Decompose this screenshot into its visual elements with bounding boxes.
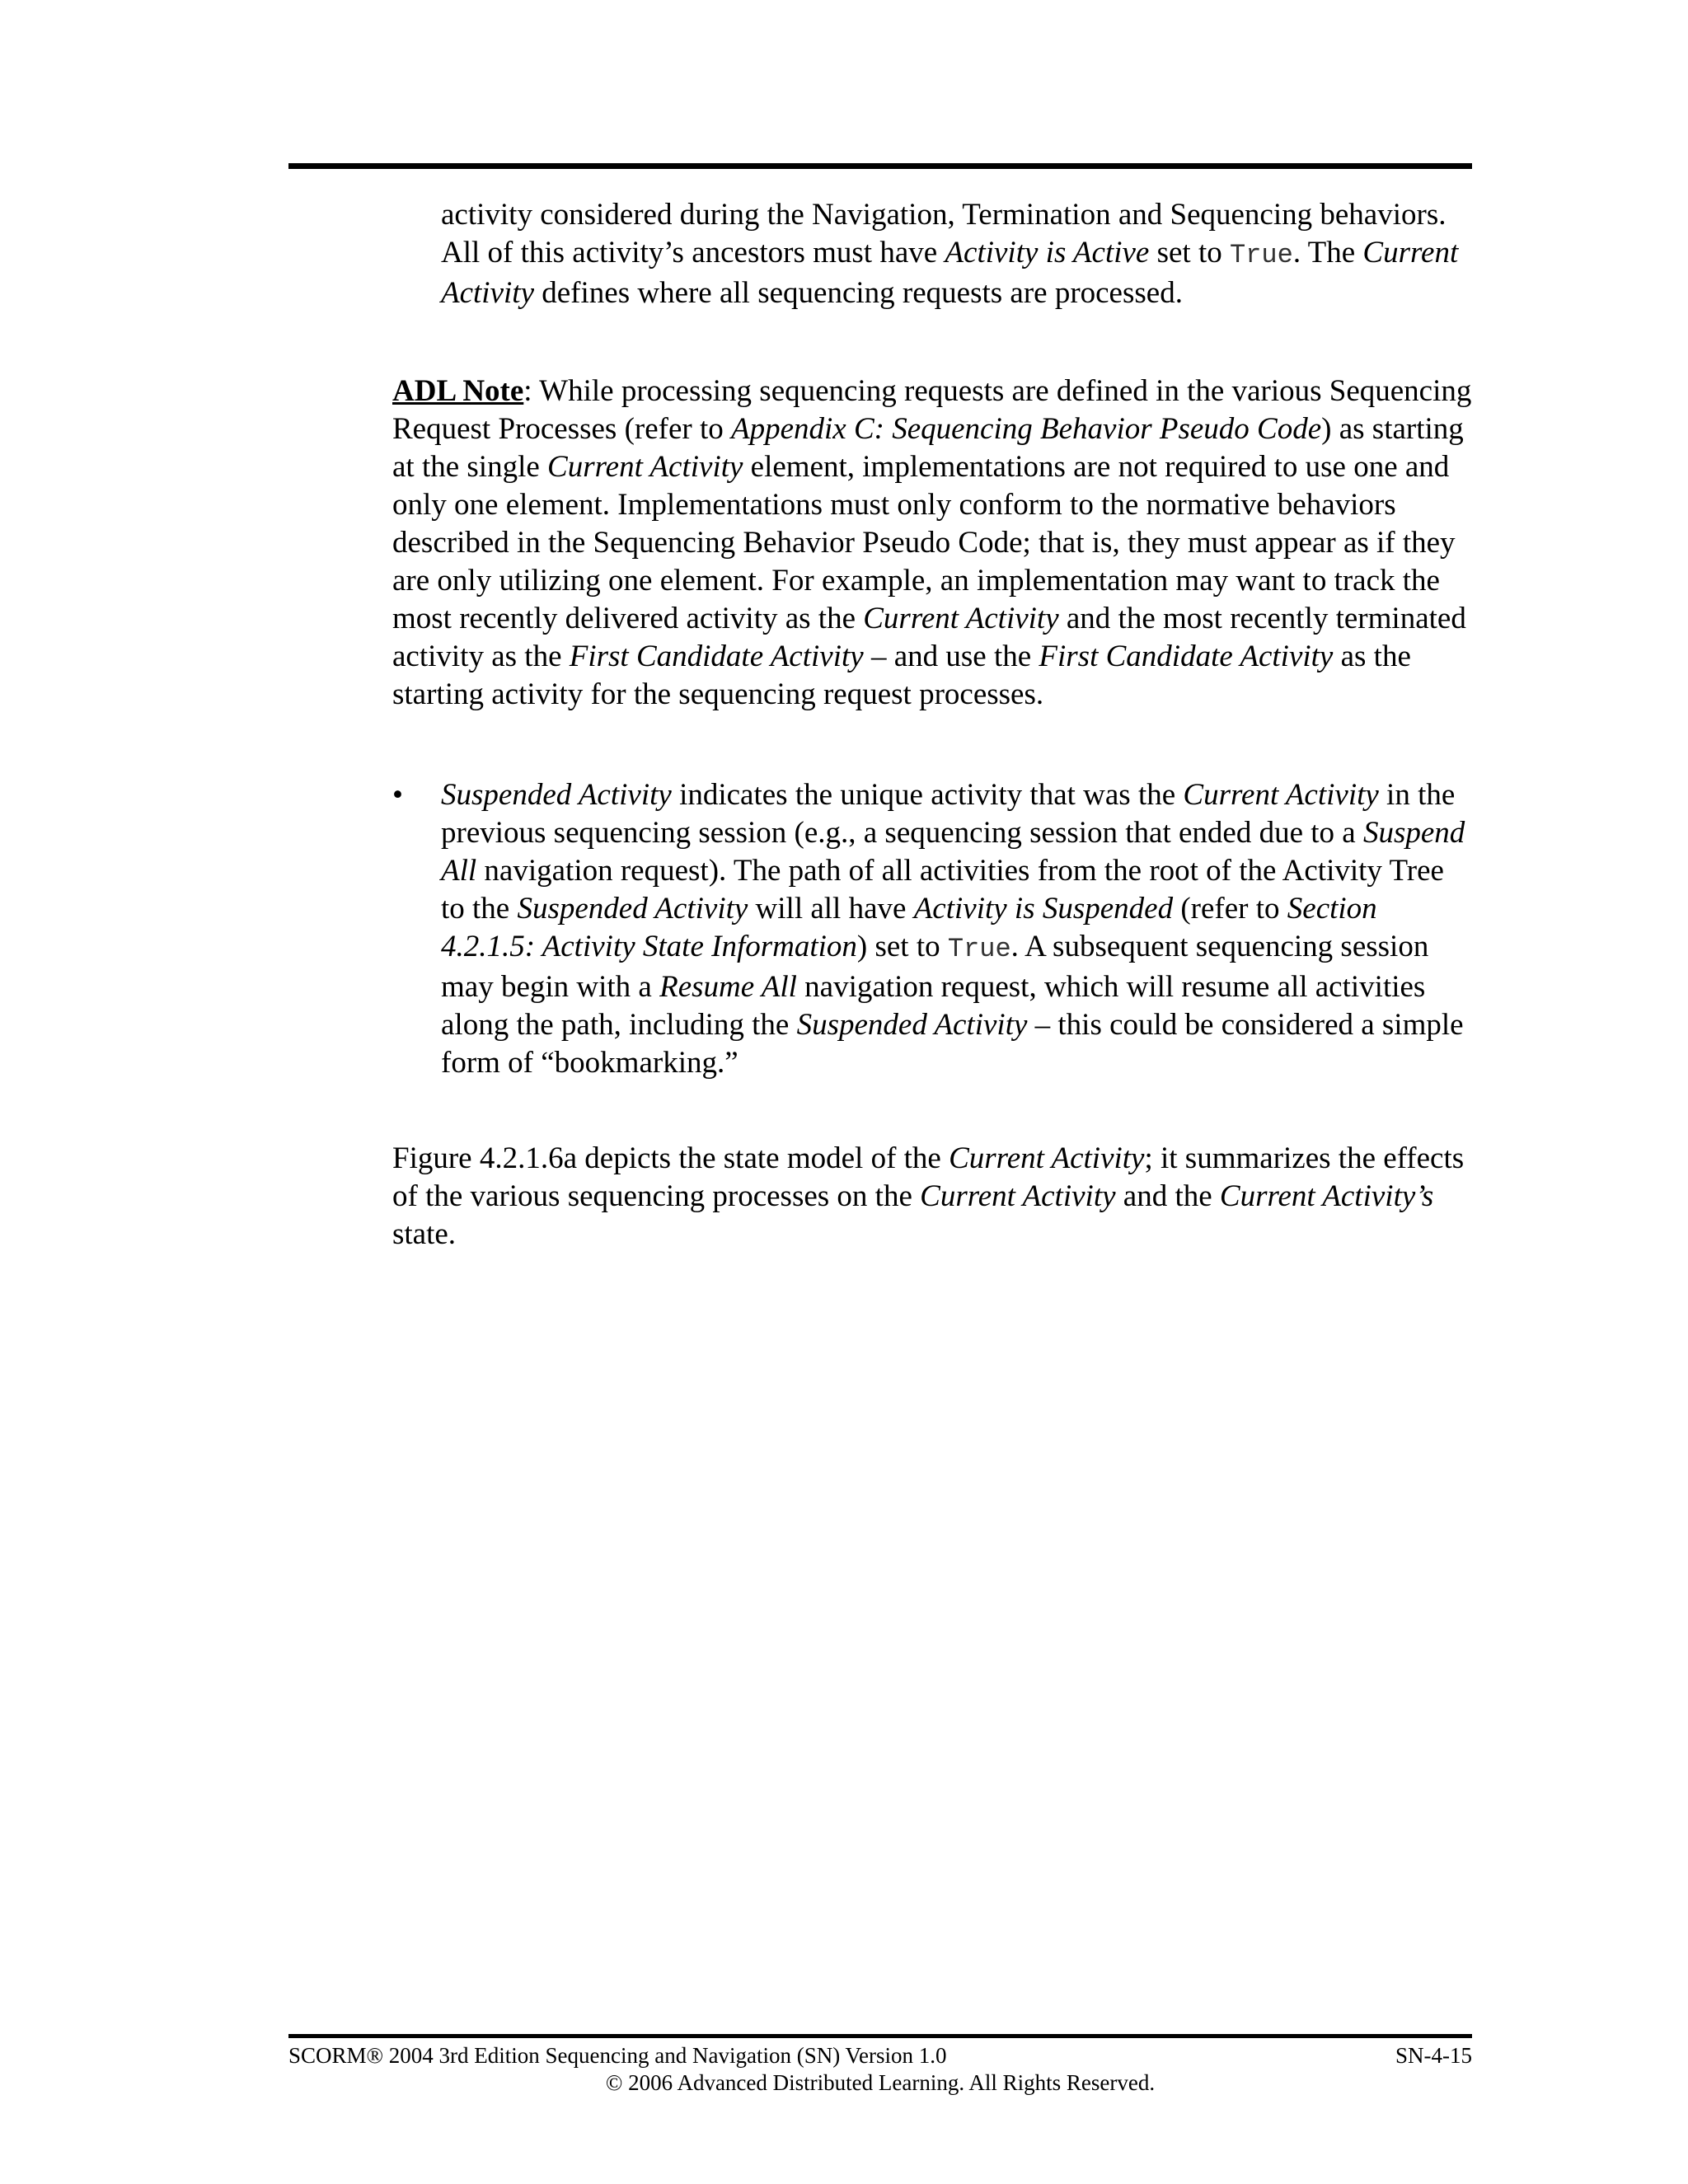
term-suspended-activity: Suspended Activity xyxy=(517,892,748,926)
figure-reference-paragraph xyxy=(392,1140,1472,1254)
text-run: navigation request, which will resume all activities along the path, including the xyxy=(441,970,1426,1042)
term-current-activity: Current Activity xyxy=(863,602,1059,635)
term-suspended-activity: Suspended Activity xyxy=(796,1008,1028,1042)
footer-document-title: SCORM® 2004 3rd Edition Sequencing and Navigation (SN) Version 1.0 xyxy=(288,2043,947,2068)
text-run: and use the xyxy=(886,640,1039,673)
term-current-activity: Current Activity xyxy=(547,450,743,484)
continuation-paragraph xyxy=(441,196,1471,312)
term-activity-is-suspended: Activity is Suspended xyxy=(913,892,1174,926)
text-run: state. xyxy=(392,1217,457,1251)
term-current-activitys: Current Activity’s xyxy=(1219,1179,1434,1213)
text-run: element, implementations are not required to use one and only one element. Implementations must only conform to the normative behaviors described in the Sequencing Behavior Pseudo Code; that is, they must appear as if they are only utilizing one element. For example, an implementation may want to track the most recently delivered activity as the xyxy=(392,450,1456,635)
appendix-reference: Appendix C: Sequencing Behavior Pseudo Code xyxy=(730,412,1322,446)
term-resume-all: Resume All xyxy=(659,970,797,1004)
text-run: : While processing sequencing requests are defined in the various Sequencing Request Processes (refer to xyxy=(392,374,1472,446)
copyright-notice: © 2006 Advanced Distributed Learning. All Rights Reserved. xyxy=(605,2070,1156,2095)
bullet-marker: • xyxy=(392,778,403,812)
text-run: and the most recently terminated activity as the xyxy=(392,602,1466,673)
text-run: and the xyxy=(1115,1179,1220,1213)
text-run: ; it summarizes the effects of the various sequencing processes on the xyxy=(392,1141,1465,1213)
page-number: SN-4-15 xyxy=(1395,2043,1472,2068)
page-footer xyxy=(288,2042,1472,2108)
section-reference: Section 4.2.1.5: Activity State Information xyxy=(441,892,1377,963)
text-run: ) as starting at the single xyxy=(392,412,1464,484)
text-run: set to xyxy=(1149,236,1230,269)
text-run: as the starting activity for the sequencing request processes. xyxy=(392,640,1411,711)
adl-note-label: ADL Note xyxy=(392,374,524,408)
text-run: in the previous sequencing session (e.g., a sequencing session that ended due to a xyxy=(441,778,1456,850)
footer-rule xyxy=(288,2034,1472,2038)
text-run: Figure 4.2.1.6a depicts the state model of the xyxy=(392,1141,950,1175)
text-run: activity considered during the Navigation, Termination and Sequencing behaviors. All of this activity’s ancestors must have xyxy=(441,198,1447,269)
term-first-candidate-activity: First Candidate Activity – xyxy=(569,640,887,673)
text-run: ) set to xyxy=(856,930,948,963)
term-suspended-activity: Suspended Activity xyxy=(441,778,672,812)
header-rule xyxy=(288,163,1472,169)
code-value: True xyxy=(1230,240,1293,270)
bullet-paragraph xyxy=(441,776,1472,1082)
term-activity-is-active: Activity is Active xyxy=(945,236,1150,269)
term-current-activity: Current Activity xyxy=(441,236,1459,310)
term-current-activity: Current Activity xyxy=(949,1141,1145,1175)
text-run: – this could be considered a simple form of “bookmarking.” xyxy=(441,1008,1464,1080)
code-value: True xyxy=(947,934,1011,964)
text-run: navigation request). The path of all activities from the root of the Activity Tree to the xyxy=(441,854,1444,926)
term-current-activity: Current Activity xyxy=(920,1179,1116,1213)
text-run: defines where all sequencing requests are processed. xyxy=(534,276,1183,310)
text-run: . A subsequent sequencing session may begin with a xyxy=(441,930,1429,1004)
text-run: . The xyxy=(1292,236,1363,269)
text-run: indicates the unique activity that was the xyxy=(671,778,1184,812)
text-run: (refer to xyxy=(1173,892,1287,926)
term-current-activity: Current Activity xyxy=(1183,778,1379,812)
term-first-candidate-activity: First Candidate Activity xyxy=(1039,640,1334,673)
adl-note-paragraph xyxy=(392,373,1472,714)
text-run: will all have xyxy=(748,892,914,926)
term-suspend-all: Suspend All xyxy=(441,816,1465,888)
